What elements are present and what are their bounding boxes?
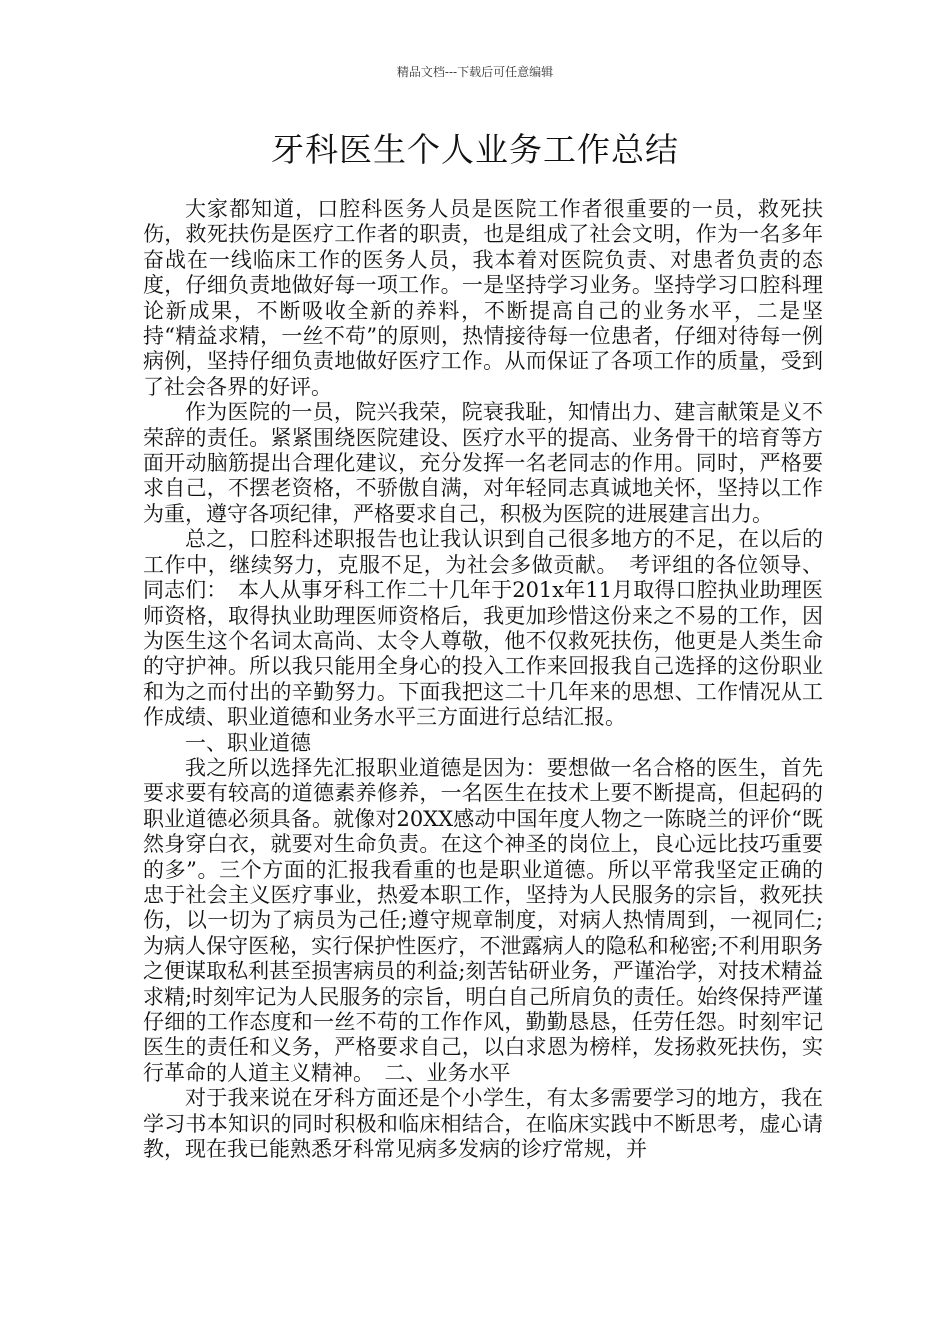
paragraph-summary: 总之，口腔科述职报告也让我认识到自己很多地方的不足，在以后的工作中，继续努力，克服不足，为社会多做贡献。 考评组的各位领导、同志们： 本人从事牙科工作二十几年于201x年11月取得口腔执业助理医师资格，取得执业助理医师资格后，我更加珍惜这份来之不易的工作，因为医生这个名词太高尚、太令人尊敬，他不仅救死扶伤，他更是人类生命的守护神。所以我只能用全身心的投入工作来回报我自己选择的这份职业和为之而付出的辛勤努力。下面我把这二十几年来的思想、工作情况从工作成绩、职业道德和业务水平三方面进行总结汇报。 [143,527,823,730]
document-title: 牙科医生个人业务工作总结 [271,130,679,169]
document-body [143,197,823,1162]
paragraph-hospital-member: 作为医院的一员，院兴我荣，院衰我耻，知情出力、建言献策是义不荣辞的责任。紧紧围绕医院建设、医疗水平的提高、业务骨干的培育等方面开动脑筋提出合理化建议，充分发挥一名老同志的作用。同时，严格要求自己，不摆老资格，不骄傲自满，对年轻同志真诚地关怀，坚持以工作为重，遵守各项纪律，严格要求自己，积极为医院的进展建言出力。 [143,400,823,526]
paragraph-intro: 大家都知道，口腔科医务人员是医院工作者很重要的一员，救死扶伤，救死扶伤是医疗工作者的职责，也是组成了社会文明，作为一名多年奋战在一线临床工作的医务人员，我本着对医院负责、对患者负责的态度，仔细负责地做好每一项工作。一是坚持学习业务。坚持学习口腔科理论新成果，不断吸收全新的养料，不断提高自己的业务水平，二是坚持“精益求精，一丝不苟”的原则，热情接待每一位患者，仔细对待每一例病例，坚持仔细负责地做好医疗工作。从而保证了各项工作的质量，受到了社会各界的好评。 [143,197,823,399]
section-heading-ethics: 一、职业道德 [185,730,311,755]
paragraph-ethics: 我之所以选择先汇报职业道德是因为：要想做一名合格的医生，首先要求要有较高的道德素养修养，一名医生在技术上要不断提高，但起码的职业道德必须具备。就像对20XX感动中国年度人物之一陈晓兰的评价“既然身穿白衣，就要对生命负责。在这个神圣的岗位上，良心远比技巧重要的多”。三个方面的汇报我看重的也是职业道德。所以平常我坚定正确的忠于社会主义医疗事业，热爱本职工作，坚持为人民服务的宗旨，救死扶伤，以一切为了病员为己任;遵守规章制度，对病人热情周到，一视同仁;为病人保守医秘，实行保护性医疗，不泄露病人的隐私和秘密;不利用职务之便谋取私利甚至损害病员的利益;刻苦钻研业务，严谨治学，对技术精益求精;时刻牢记为人民服务的宗旨，明白自己所肩负的责任。始终保持严谨仔细的工作态度和一丝不苟的工作作风，勤勤恳恳，任劳任怨。时刻牢记医生的责任和义务，严格要求自己，以白求恩为榜样，发扬救死扶伤，实行革命的人道主义精神。 二、业务水平 [143,755,823,1085]
header-note: 精品文档---下载后可任意编辑 [396,65,554,79]
paragraph-skills: 对于我来说在牙科方面还是个小学生，有太多需要学习的地方，我在学习书本知识的同时积极和临床相结合，在临床实践中不断思考，虚心请教，现在我已能熟悉牙科常见病多发病的诊疗常规，并 [143,1086,823,1162]
